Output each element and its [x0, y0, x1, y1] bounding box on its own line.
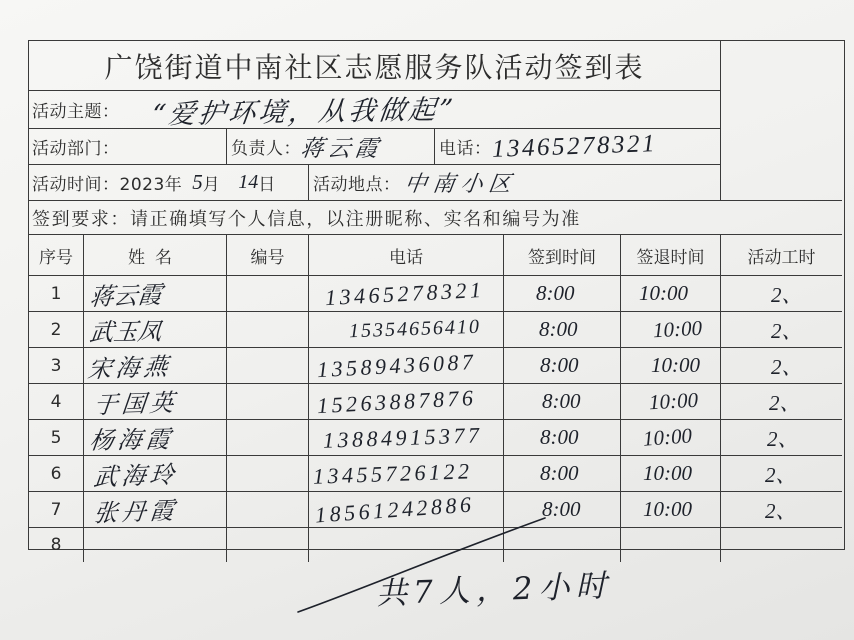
volunteer-phone: 13589436087 — [316, 348, 478, 382]
id-cell — [227, 528, 309, 562]
sign-out-time: 10:00 — [643, 497, 692, 521]
name-cell — [84, 312, 227, 348]
activity-day: 14 — [238, 171, 259, 193]
sign-out-cell — [621, 312, 721, 348]
name-cell — [84, 456, 227, 492]
row-number: 1 — [29, 276, 84, 312]
sign-in-requirement: 签到要求：请正确填写个人信息，以注册昵称、实名和编号为准 — [32, 208, 581, 230]
activity-time-label: 活动时间： — [32, 175, 120, 195]
leader-phone-label: 电话： — [439, 139, 492, 159]
work-hours: 2、 — [771, 282, 803, 307]
volunteer-name: 武海玲 — [92, 460, 180, 492]
activity-month-unit: 月 — [202, 175, 221, 195]
sign-out-time: 10:00 — [642, 423, 693, 451]
volunteer-phone: 15263887876 — [316, 384, 478, 418]
department-cell — [29, 129, 227, 165]
volunteer-phone: 18561242886 — [314, 490, 476, 528]
row-number: 7 — [29, 492, 84, 528]
hours-cell — [721, 384, 842, 420]
header-sign-in: 签到时间 — [504, 235, 621, 276]
sign-out-cell — [621, 528, 721, 562]
phone-cell — [309, 456, 504, 492]
sign-out-time: 10:00 — [651, 353, 700, 377]
leader-phone-value: 13465278321 — [491, 129, 657, 163]
header-id: 编号 — [227, 235, 309, 276]
sign-out-cell — [621, 420, 721, 456]
header-blank-cell — [721, 41, 842, 201]
sign-out-time: 10:00 — [648, 387, 699, 415]
sign-in-cell — [504, 456, 621, 492]
table-row — [29, 276, 842, 312]
sign-in-cell — [504, 420, 621, 456]
id-cell — [227, 456, 309, 492]
activity-theme-value: “爱护环境，从我做起” — [149, 94, 457, 131]
sign-out-time: 10:00 — [639, 281, 688, 305]
phone-cell — [309, 276, 504, 312]
hours-cell — [721, 456, 842, 492]
header-name: 姓名 — [84, 235, 227, 276]
attendance-table — [29, 235, 842, 562]
sign-in-sheet — [28, 40, 845, 555]
sign-out-cell — [621, 276, 721, 312]
leader-phone-cell — [435, 129, 721, 165]
sign-in-cell — [504, 384, 621, 420]
id-cell — [227, 276, 309, 312]
header-sign-out: 签退时间 — [621, 235, 721, 276]
id-cell — [227, 348, 309, 384]
volunteer-phone: 13455726122 — [312, 457, 473, 489]
phone-cell — [309, 420, 504, 456]
name-cell — [84, 348, 227, 384]
volunteer-name: 张丹霞 — [92, 496, 180, 528]
table-header-row — [29, 235, 842, 276]
phone-cell — [309, 348, 504, 384]
hours-cell — [721, 528, 842, 562]
work-hours: 2、 — [769, 390, 801, 415]
table-row — [29, 348, 842, 384]
sign-in-cell — [504, 492, 621, 528]
name-cell — [84, 276, 227, 312]
table-row — [29, 456, 842, 492]
header-phone: 电话 — [309, 235, 504, 276]
name-cell — [84, 528, 227, 562]
row-number: 2 — [29, 312, 84, 348]
phone-cell — [309, 492, 504, 528]
leader-label: 负责人： — [231, 139, 301, 159]
name-cell — [84, 384, 227, 420]
sign-out-cell — [621, 348, 721, 384]
activity-year: 2023年 — [119, 175, 183, 195]
sign-out-cell — [621, 492, 721, 528]
row-number: 3 — [29, 348, 84, 384]
activity-month: 5 — [192, 170, 203, 194]
sign-in-time: 8:00 — [542, 497, 581, 521]
sign-in-requirement-row — [29, 201, 842, 235]
volunteer-name: 杨海霞 — [87, 425, 176, 455]
phone-cell — [309, 384, 504, 420]
sign-out-time: 10:00 — [652, 315, 703, 343]
volunteer-phone: 13884915377 — [322, 421, 483, 453]
activity-theme-row — [29, 91, 721, 129]
leader-name: 蒋云霞 — [298, 136, 384, 162]
hours-cell — [721, 276, 842, 312]
sign-in-time: 8:00 — [539, 317, 578, 341]
leader-cell — [227, 129, 435, 165]
sign-in-cell — [504, 276, 621, 312]
activity-place-cell — [309, 165, 721, 201]
volunteer-name: 宋海燕 — [86, 352, 174, 384]
sign-out-cell — [621, 384, 721, 420]
name-cell — [84, 420, 227, 456]
hours-cell — [721, 348, 842, 384]
sign-in-time: 8:00 — [542, 389, 581, 413]
table-row — [29, 312, 842, 348]
work-hours: 2、 — [771, 318, 803, 343]
row-number: 6 — [29, 456, 84, 492]
name-cell — [84, 492, 227, 528]
table-row — [29, 384, 842, 420]
volunteer-phone: 15354656410 — [348, 315, 482, 343]
activity-theme-label: 活动主题： — [32, 102, 120, 122]
sign-in-time: 8:00 — [540, 425, 579, 449]
sign-in-time: 8:00 — [540, 461, 579, 485]
volunteer-name: 于国英 — [92, 388, 180, 420]
header-no: 序号 — [29, 235, 84, 276]
hours-cell — [721, 420, 842, 456]
sign-in-cell — [504, 312, 621, 348]
sign-out-time: 10:00 — [643, 461, 692, 485]
volunteer-phone: 13465278321 — [324, 276, 486, 310]
sign-in-time: 8:00 — [536, 281, 575, 305]
activity-place-label: 活动地点： — [313, 175, 401, 195]
volunteer-name: 蒋云霞 — [88, 280, 164, 312]
row-number: 8 — [29, 528, 84, 562]
volunteer-name: 武玉凤 — [87, 317, 164, 347]
work-hours: 2、 — [767, 426, 799, 451]
id-cell — [227, 384, 309, 420]
id-cell — [227, 312, 309, 348]
work-hours: 2、 — [771, 354, 803, 379]
work-hours: 2、 — [765, 462, 797, 487]
row-number: 5 — [29, 420, 84, 456]
work-hours: 2、 — [765, 498, 797, 523]
phone-cell — [309, 528, 504, 562]
activity-day-unit: 日 — [258, 175, 276, 195]
sign-in-time: 8:00 — [540, 353, 579, 377]
activity-place-value: 中南小区 — [402, 172, 518, 197]
header-hours: 活动工时 — [721, 235, 842, 276]
id-cell — [227, 420, 309, 456]
sign-in-cell — [504, 348, 621, 384]
phone-cell — [309, 312, 504, 348]
sign-out-cell — [621, 456, 721, 492]
id-cell — [227, 492, 309, 528]
sheet-title: 广饶街道中南社区志愿服务队活动签到表 — [29, 41, 721, 91]
sign-in-cell — [504, 528, 621, 562]
table-row — [29, 420, 842, 456]
table-row — [29, 492, 842, 528]
summary-note: 共7人，2小时 — [375, 567, 614, 613]
row-number: 4 — [29, 384, 84, 420]
hours-cell — [721, 312, 842, 348]
hours-cell — [721, 492, 842, 528]
department-label: 活动部门： — [32, 139, 120, 159]
table-row — [29, 528, 842, 562]
activity-time-cell — [29, 165, 309, 201]
